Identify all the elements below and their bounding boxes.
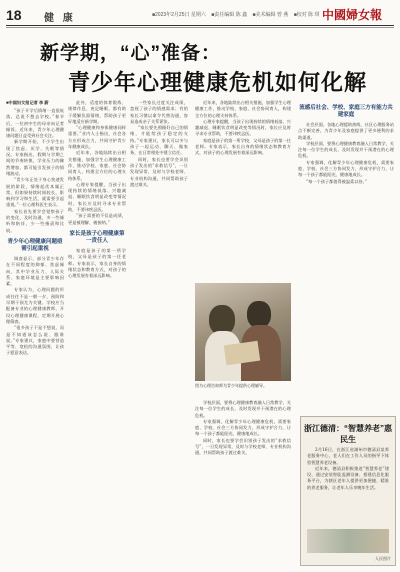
paragraph: 新学期开始，不少学生出现了焦虑、厌学、失眠等情况。专家指出，假期与学期之间的节奏转换，学业压力的骤然增加，都可能引发孩子的情绪波动。 xyxy=(6,139,64,176)
page-number: 18 xyxy=(6,7,22,23)
article-kicker: 新学期，“心”准备： xyxy=(40,43,222,64)
subheading: 青少年心理健康问题亟需引起重视 xyxy=(7,238,63,252)
paragraph: “孩子开学后情绪一直很低落，总说不想去学校。”春节后，一位初中生的母亲向记者倾诉。近年来，青少年心理健康问题日益受到社会关注。 xyxy=(6,108,64,139)
photo-figure xyxy=(247,301,271,328)
article-column-1 xyxy=(6,100,64,566)
paragraph: “青少年正处于身心快速发展的阶段，情绪起伏本属正常，但如果持续时间较长，影响到学习和生活，就需要引起重视。”一位心理科医生表示。 xyxy=(6,177,64,208)
paragraph: 心理专家提醒，当孩子出现持续的情绪低落、兴趣减退、睡眠饮食明显改变等情况时，家长应及时寻求专业帮助，不要讳疾忌医。 xyxy=(68,181,126,213)
paragraph: 近年来，各地陆续出台相关措施，加强学生心理健康工作，推动学校、家庭、社会协同育人，构建全方位的心理支持体系。 xyxy=(195,100,291,118)
paragraph: 同时，家长也要学会识别孩子发出的“求救信号”，一旦发现异常，及时与学校老师、专业机构沟通，共同帮助孩子渡过难关。 xyxy=(130,156,188,187)
paragraph: 家长首先要学会觉察孩子的变化，及时沟通，多一些倾听和陪伴，少一些指责和比较。 xyxy=(6,208,64,233)
newspaper-logo: 中國婦女報 xyxy=(322,8,383,22)
paragraph: 一些家长过度关注成绩，忽视了孩子的情感需求；有的家长习惯以命令代替沟通，容易造成亲子关系紧张。 xyxy=(130,100,188,124)
date-info: ■2023年2月25日 星期六 xyxy=(152,12,206,18)
article-column-5 xyxy=(298,100,394,412)
paragraph: 调查显示，部分青少年存在不同程度的抑郁、焦虑倾向，其中学业压力、人际关系、家庭环境是主要影响因素。 xyxy=(6,255,64,287)
photo-credit: 人民图片 xyxy=(375,556,391,561)
paragraph: 专家认为，心理问题的形成往往不是一朝一夕，预防和早期干预尤为关键。学校应当配备专业的心理健康教师，开设心理健康课程，定期开展心理筛查。 xyxy=(6,287,64,324)
paragraph: 专家强调，化解青少年心理健康危机，需要家庭、学校、社会三方协同发力，形成守护合力，让每一个孩子都能阳光、健康地成长。 xyxy=(195,418,291,437)
paragraph: 家庭是孩子的第一所学校，父母是孩子的第一任老师。专家表示，家长自身的情绪状态和教育方式，对孩子的心理发展有着深远影响。 xyxy=(68,247,126,279)
article-column-3 xyxy=(130,100,188,566)
paragraph: 此外，适度的体育锻炼、规律作息、充足睡眠，都有助于缓解负面情绪，帮助孩子更好地适应新学期。 xyxy=(68,100,126,124)
paragraph: 家庭是孩子的第一所学校，父母是孩子的第一任老师。专家表示，家长自身的情绪状态和教育方式，对孩子的心理发展有着深远影响。 xyxy=(195,137,291,156)
proofreader-info: ■校对 陈 琪 xyxy=(293,12,320,18)
paragraph: 2月16日，在浙江省湖州市德清县某养老服务中心，老人们在工作人员的指导下体验智慧养老设备。 xyxy=(307,447,389,465)
paragraph: 社会层面，各地心理援助热线、社区心理服务站点不断完善，为青少年及家庭提供了更多便利的求助渠道。 xyxy=(298,122,394,140)
paragraph: 学校层面，要将心理健康教育融入日常教学，关注每一位学生的成长，及时发现并干预潜在的心理危机。 xyxy=(298,140,394,159)
article-byline: ■中国妇女报记者 李 蔚 xyxy=(6,100,49,105)
sidebar-news-box xyxy=(300,416,396,566)
paragraph: 近年来，各地陆续出台相关措施，加强学生心理健康工作，推动学校、家庭、社会协同育人，构建全方位的心理支持体系。 xyxy=(68,150,126,181)
paragraph: “孩子需要的不仅是成绩，更是被理解、被接纳。” xyxy=(68,213,126,225)
section-title: 健 康 xyxy=(44,13,76,24)
subheading: 家长是孩子心理健康第一责任人 xyxy=(69,230,125,244)
article-column-4 xyxy=(195,100,291,280)
paragraph: 心理专家提醒，当孩子出现持续的情绪低落、兴趣减退、睡眠饮食明显改变等情况时，家长应及时寻求专业帮助，不要讳疾忌医。 xyxy=(195,118,291,137)
sidebar-photo xyxy=(307,529,389,553)
header-rule xyxy=(6,25,394,26)
article-column-2 xyxy=(68,100,126,566)
art-editor-info: ■美术编辑 曾 燕 xyxy=(252,12,289,18)
sidebar-title: 浙江德清：“智慧养老”惠民生 xyxy=(304,424,392,444)
paragraph: “很多孩子不是不想说，而是不知道该怎么说、跟谁说。”专家建议，家庭中要营造平等、宽松的沟通氛围，让孩子愿意表达。 xyxy=(6,325,64,356)
paragraph: “家长要先照顾好自己的情绪，才能给孩子稳定的支持。”专家建议，家长可以多与孩子一起运动、聊天、做家务，在日常相处中建立信任。 xyxy=(130,125,188,156)
editor-info: ■责任编辑 陈 鑫 xyxy=(211,12,248,18)
paragraph: 学校层面，要将心理健康教育融入日常教学，关注每一位学生的成长，及时发现并干预潜在的心理危机。 xyxy=(195,400,291,418)
header-rule-thin xyxy=(6,27,394,28)
paragraph: “心理健康和身体健康同样重要。”业内人士指出，社会各方应形成合力，共同守护青少年健康成长。 xyxy=(68,125,126,150)
paragraph: 同时，家长也要学会识别孩子发出的“求救信号”，一旦发现异常，及时与学校老师、专业机构沟通，共同帮助孩子渡过难关。 xyxy=(195,437,291,456)
article-column-6 xyxy=(195,400,291,566)
article-title: 青少年心理健康危机如何化解 xyxy=(68,70,368,95)
article-photo xyxy=(195,283,291,381)
edition-meta xyxy=(152,11,324,18)
paragraph: 近年来，德清县积极推进“智慧养老”建设，通过安装智能监测设备、搭建信息化服务平台，为辖区老年人提供更加便捷、精准的养老服务，让老年人乐享晚年生活。 xyxy=(307,465,389,490)
page-header xyxy=(0,0,400,26)
subheading: 流感后社会、学校、家庭三方有能力共建家庭 xyxy=(299,105,393,118)
paragraph: 专家强调，化解青少年心理健康危机，需要家庭、学校、社会三方协同发力，形成守护合力，让每一个孩子都能阳光、健康地成长。 xyxy=(298,159,394,178)
paragraph: “每一个孩子都值得被温柔以待。” xyxy=(306,178,367,184)
photo-caption: 图为心理咨询师为青少年提供心理辅导。 xyxy=(195,383,267,388)
sidebar-text xyxy=(307,447,389,491)
